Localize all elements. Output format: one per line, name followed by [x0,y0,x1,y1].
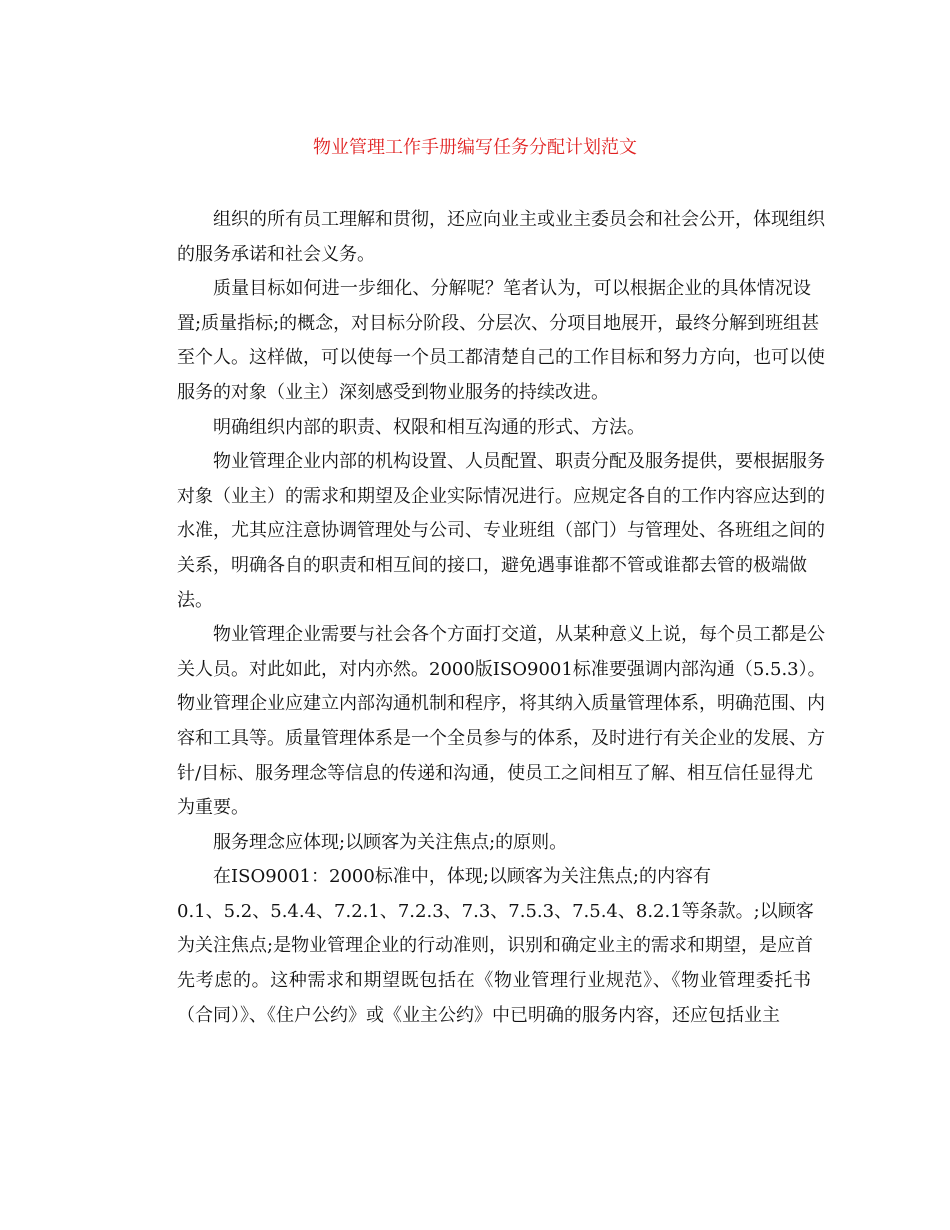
text-line: 物业管理企业应建立内部沟通机制和程序，将其纳入质量管理体系，明确范围、内 [177,693,825,715]
paragraph [141,860,814,1033]
text-line: 关系，明确各自的职责和相互间的接口，避免遇事谁都不管或谁都去管的极端做 [177,554,807,576]
text-line: 至个人。这样做，可以使每一个员工都清楚自己的工作目标和努力方向，也可以使 [177,347,825,369]
text-line: 关人员。对此如此，对内亦然。2000版ISO9001标准要强调内部沟通（5.5.3）。 [177,658,826,680]
text-line: 针/目标、服务理念等信息的传递和沟通，使员工之间相互了解、相互信任显得尤 [177,762,814,784]
text-line: 服务的对象（业主）深刻感受到物业服务的持续改进。 [177,381,609,403]
text-line: 水准，尤其应注意协调管理处与公司、专业班组（部门）与管理处、各班组之间的 [177,520,825,542]
paragraph [141,826,811,861]
paragraph [141,411,811,446]
text-line: 明确组织内部的职责、权限和相互沟通的形式、方法。 [213,416,645,438]
document-body [141,203,826,1033]
text-line: 物业管理企业内部的机构设置、人员配置、职责分配及服务提供，要根据服务 [213,451,825,473]
text-line: 容和工具等。质量管理体系是一个全员参与的体系，及时进行有关企业的发展、方 [177,727,825,749]
text-line: 为重要。 [177,797,249,819]
text-line: 服务理念应体现;以顾客为关注焦点;的原则。 [213,831,568,853]
paragraph [141,203,825,272]
text-line: 质量目标如何进一步细化、分解呢？笔者认为，可以根据企业的具体情况设 [213,278,811,300]
paragraph [141,445,825,618]
paragraph [141,618,826,826]
text-line: （合同）》、《住户公约》或《业主公约》中已明确的服务内容，还应包括业主 [177,1004,780,1026]
text-line: 先考虑的。这种需求和期望既包括在《物业管理行业规范》、《物业管理委托书 [177,970,811,992]
text-line: 在ISO9001：2000标准中，体现;以顾客为关注焦点;的内容有 [213,866,711,888]
text-line: 组织的所有员工理解和贯彻，还应向业主或业主委员会和社会公开，体现组织 [213,209,825,230]
text-line: 0.1、5.2、5.4.4、7.2.1、7.2.3、7.3、7.5.3、7.5.4、8.2.1等条款。;以顾客 [177,900,814,922]
paragraph [141,272,825,410]
text-line: 置;质量指标;的概念，对目标分阶段、分层次、分项目地展开，最终分解到班组甚 [177,312,820,334]
text-line: 物业管理企业需要与社会各个方面打交道，从某种意义上说，每个员工都是公 [213,624,825,646]
text-line: 法。 [177,589,213,611]
text-line: 的服务承诺和社会义务。 [177,243,375,265]
text-line: 对象（业主）的需求和期望及企业实际情况进行。应规定各自的工作内容应达到的 [177,485,825,507]
text-line: 为关注焦点;是物业管理企业的行动准则，识别和确定业主的需求和期望，是应首 [177,935,814,957]
document-title: 物业管理工作手册编写任务分配计划范文 [313,137,637,158]
